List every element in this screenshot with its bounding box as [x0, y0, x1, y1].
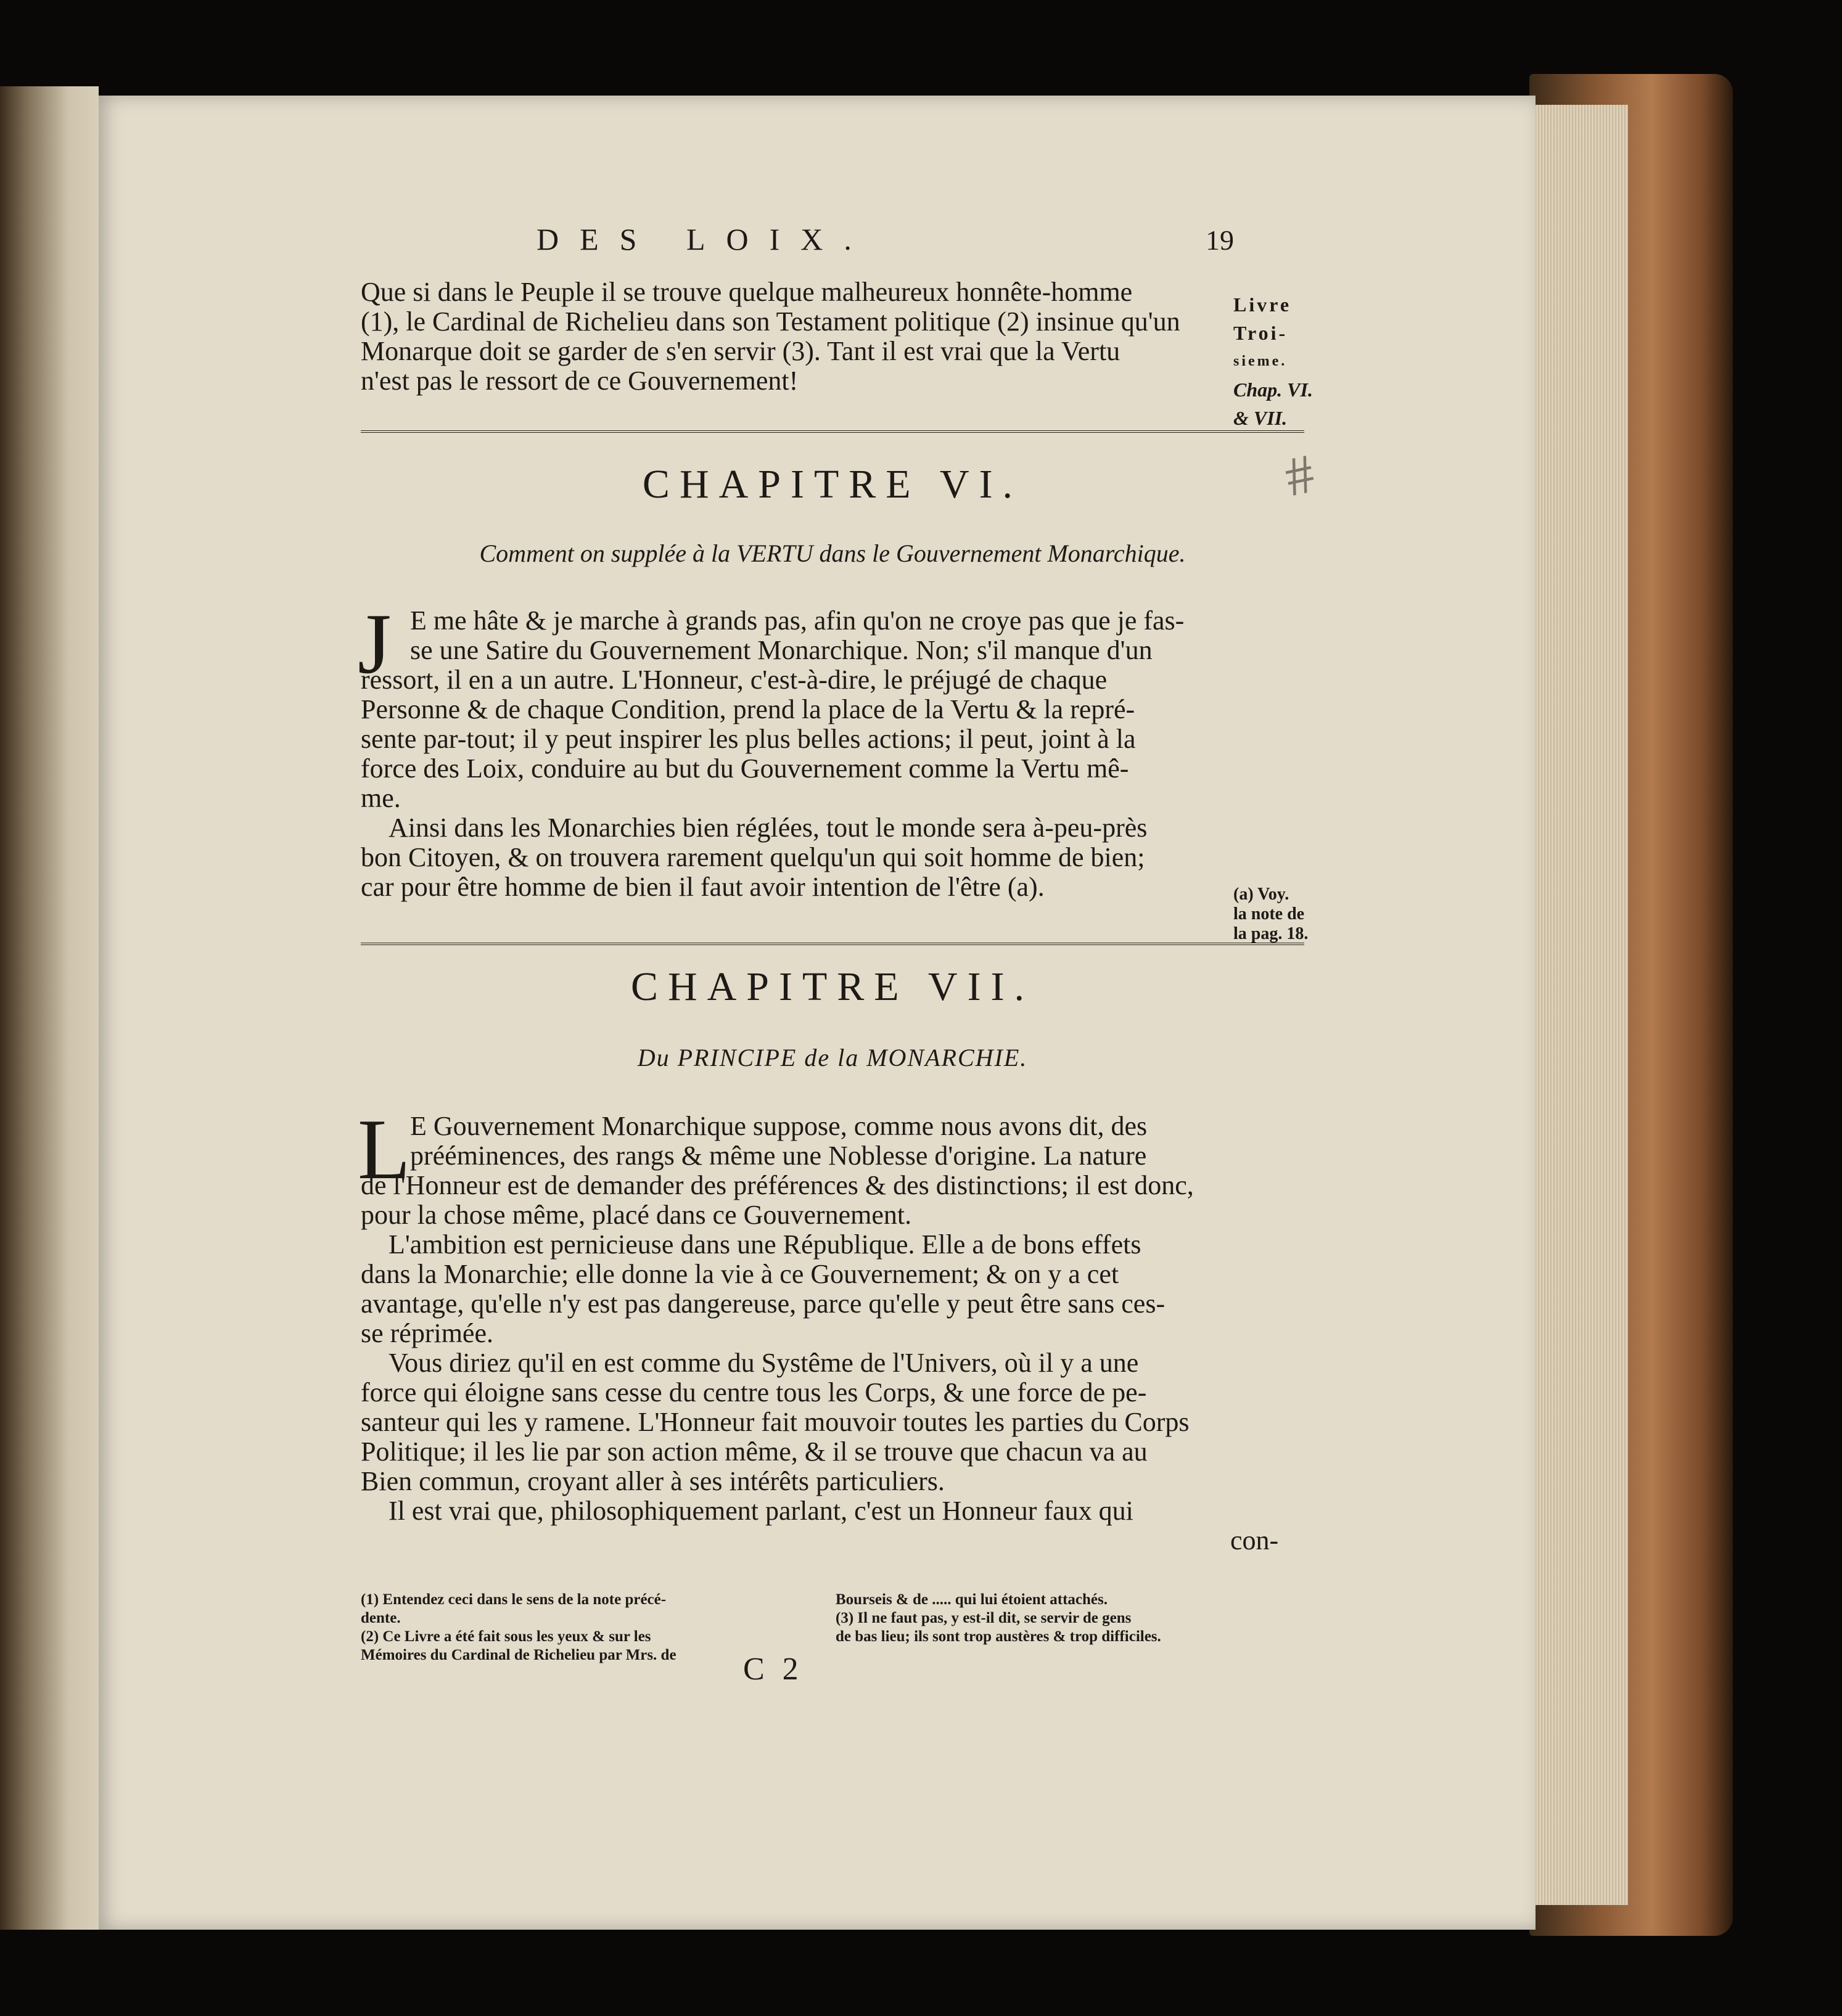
section-rule — [361, 943, 1304, 947]
text-line: L'ambition est pernicieuse dans une République. Elle a de bons effets — [389, 1229, 1141, 1260]
text-line: n'est pas le ressort de ce Gouvernement! — [361, 366, 799, 396]
margin-sieme: sieme. — [1233, 353, 1288, 369]
text-line: prééminences, des rangs & même une Noblesse d'origine. La nature — [410, 1141, 1147, 1171]
text-line: bon Citoyen, & on trouvera rarement quelqu'un qui soit homme de bien; — [361, 842, 1145, 872]
chapter-6-heading: CHAPITRE VI. — [642, 462, 1023, 507]
text-line: se réprimée. — [361, 1318, 493, 1348]
text-line: Bien commun, croyant aller à ses intérêts particuliers. — [361, 1466, 945, 1496]
margin-note-a — [1233, 885, 1357, 944]
text-line: force des Loix, conduire au but du Gouvernement comme la Vertu mê- — [361, 753, 1129, 784]
text-line: E Gouvernement Monarchique suppose, comme nous avons dit, des — [410, 1111, 1148, 1141]
text-line: force qui éloigne sans cesse du centre tous les Corps, & une force de pe- — [361, 1377, 1147, 1408]
section-rule — [361, 430, 1304, 435]
footnote-line: Mémoires du Cardinal de Richelieu par Mrs. de — [361, 1647, 676, 1663]
text-line: dans la Monarchie; elle donne la vie à ce Gouvernement; & on y a cet — [361, 1259, 1119, 1289]
footnote-line: (1) Entendez ceci dans le sens de la note précé- — [361, 1591, 667, 1608]
margin-livre: Livre — [1233, 293, 1292, 316]
drop-cap-l: L — [358, 1102, 411, 1197]
signature-mark: C 2 — [743, 1652, 804, 1687]
margin-troi: Troi- — [1233, 322, 1288, 344]
running-title: DES LOIX. — [537, 222, 873, 256]
margin-note-a-line: (a) Voy. — [1233, 885, 1289, 904]
chapter-7-heading: CHAPITRE VII. — [630, 964, 1035, 1009]
footnote-line: (2) Ce Livre a été fait sous les yeux & sur les — [361, 1628, 651, 1645]
margin-vii: & VII. — [1233, 407, 1288, 429]
text-line: Il est vrai que, philosophiquement parlant, c'est un Honneur faux qui — [389, 1496, 1133, 1526]
margin-note-a-line: la note de — [1233, 904, 1305, 924]
text-line: santeur qui les y ramene. L'Honneur fait mouvoir toutes les parties du Corps — [361, 1407, 1190, 1437]
text-line: avantage, qu'elle n'y est pas dangereuse, parce qu'elle y peut être sans ces- — [361, 1289, 1166, 1319]
text-line: Personne & de chaque Condition, prend la place de la Vertu & la repré- — [361, 694, 1135, 724]
footnote-line: Bourseis & de ..... qui lui étoient attachés. — [836, 1591, 1108, 1608]
text-line: de l'Honneur est de demander des préférences & des distinctions; il est donc, — [361, 1170, 1194, 1200]
text-line: pour la chose même, placé dans ce Gouvernement. — [361, 1200, 912, 1230]
chapter-7-subtitle: Du PRINCIPE de la MONARCHIE. — [637, 1044, 1028, 1072]
catchword: con- — [1230, 1525, 1279, 1555]
book-page — [99, 96, 1536, 1930]
margin-chap: Chap. VI. — [1233, 379, 1313, 401]
text-line: Politique; il les lie par son action même, & il se trouve que chacun va au — [361, 1436, 1148, 1467]
footnote-line: (3) Il ne faut pas, y est-il dit, se servir de gens — [836, 1610, 1132, 1626]
footnote-line: dente. — [361, 1610, 401, 1626]
footnote-line: de bas lieu; ils sont trop austères & trop difficiles. — [836, 1628, 1161, 1645]
previous-page-edge — [0, 86, 99, 1930]
text-line: Que si dans le Peuple il se trouve quelque malheureux honnête-homme — [361, 277, 1133, 307]
text-line: car pour être homme de bien il faut avoir intention de l'être (a). — [361, 872, 1045, 902]
text-line: ressort, il en a un autre. L'Honneur, c'est-à-dire, le préjugé de chaque — [361, 665, 1108, 695]
footnotes-right — [836, 1591, 1304, 1646]
drop-cap-j: J — [358, 596, 392, 692]
margin-note-a-line: la pag. 18. — [1233, 924, 1309, 943]
text-line: me. — [361, 783, 401, 813]
text-line: se une Satire du Gouvernement Monarchique. Non; s'il manque d'un — [410, 635, 1153, 665]
text-line: (1), le Cardinal de Richelieu dans son Testament politique (2) insinue qu'un — [361, 306, 1180, 337]
text-line: Monarque doit se garder de s'en servir (3). Tant il est vrai que la Vertu — [361, 336, 1120, 366]
chapter-6-subtitle: Comment on supplée à la VERTU dans le Gouvernement Monarchique. — [479, 539, 1186, 567]
text-line: Vous diriez qu'il en est comme du Systême de l'Univers, où il y a une — [389, 1348, 1139, 1378]
pencil-mark: # — [1280, 443, 1320, 509]
text-line: E me hâte & je marche à grands pas, afin qu'on ne croye pas que je fas- — [410, 605, 1185, 636]
page-number: 19 — [1206, 224, 1234, 256]
page-block-edge — [1523, 105, 1628, 1905]
text-line: sente par-tout; il y peut inspirer les plus belles actions; il peut, joint à la — [361, 724, 1136, 754]
text-line: Ainsi dans les Monarchies bien réglées, tout le monde sera à-peu-près — [389, 813, 1148, 843]
